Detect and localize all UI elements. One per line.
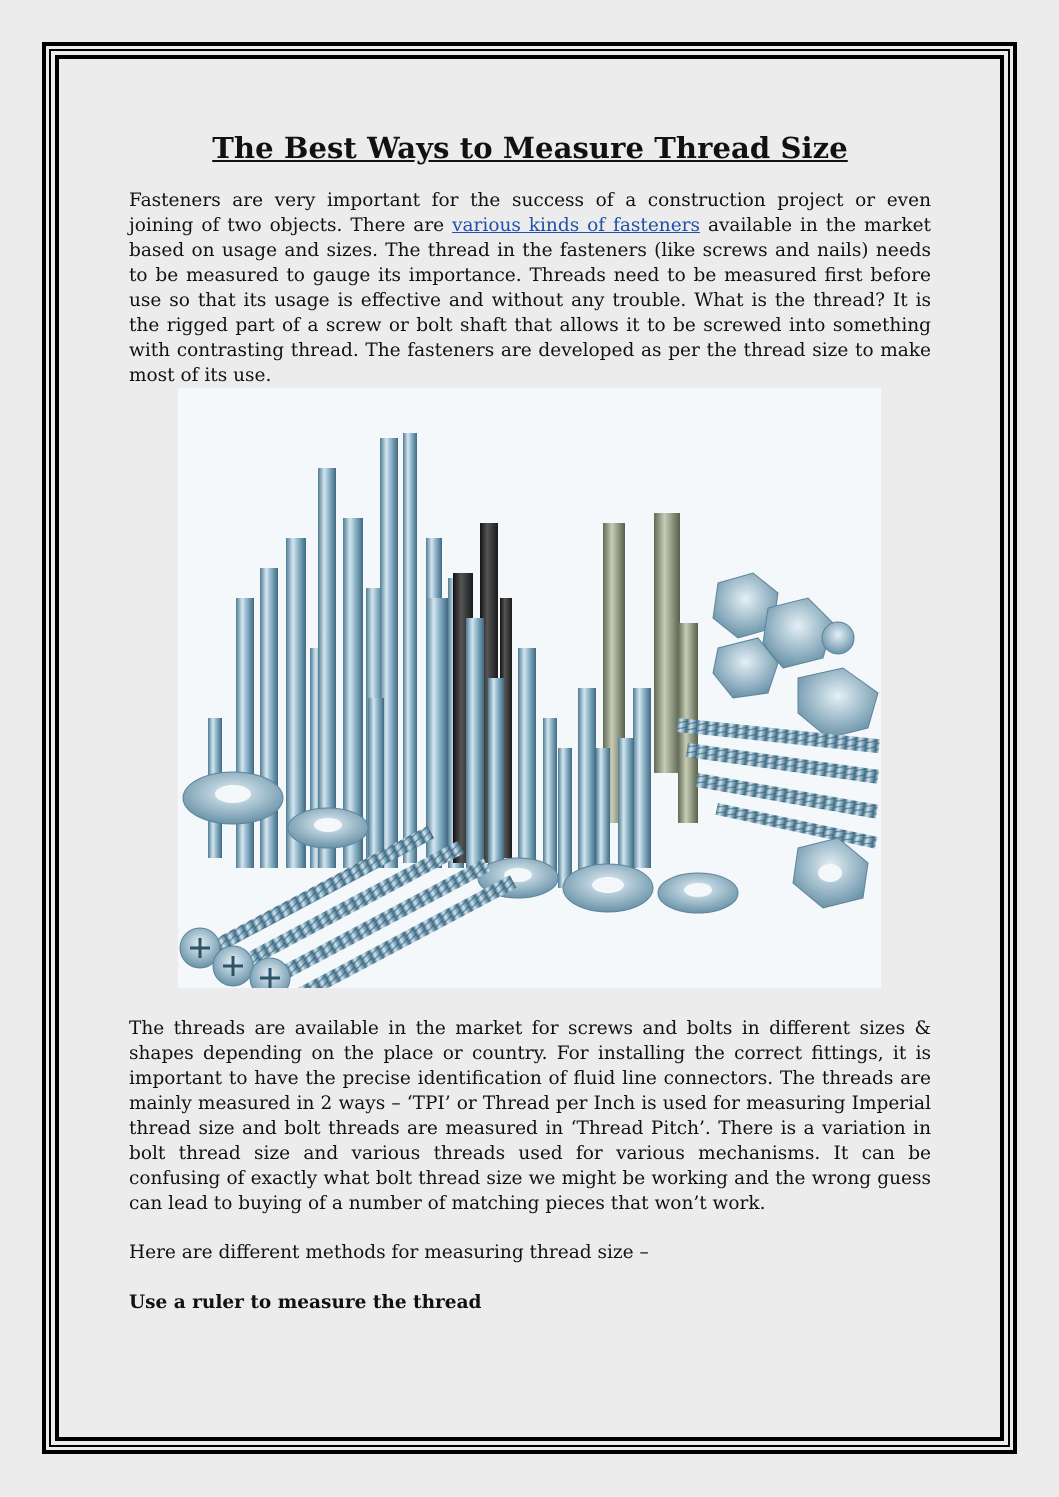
fasteners-photo bbox=[178, 388, 881, 988]
paragraph-methods-intro: Here are different methods for measuring thread size – bbox=[129, 1242, 649, 1263]
document-title: The Best Ways to Measure Thread Size bbox=[212, 131, 848, 165]
fasteners-link[interactable]: various kinds of fasteners bbox=[452, 215, 701, 236]
intro-text-before-link: Fasteners are very important for the success of a construction project or even joining of two objects. There are bbox=[129, 190, 931, 236]
document-body bbox=[129, 128, 931, 388]
subheading-ruler: Use a ruler to measure the thread bbox=[129, 1292, 482, 1313]
intro-text-after-link: available in the market based on usage and sizes. The thread in the fasteners (like screws and nails) needs to be measured to gauge its importance. Threads need to be measured first before use so that its usage is effective and without any trouble. What is the thread? It is the rigged part of a screw or bolt shaft that allows it to be screwed into something with contrasting thread. The fasteners are developed as per the thread size to make most of its use. bbox=[129, 215, 931, 386]
paragraph-thread-types: The threads are available in the market for screws and bolts in different sizes & shapes depending on the place or country. For installing the correct fittings, it is important to have the precise identification of fluid line connectors. The threads are mainly measured in 2 ways – ‘TPI’ or Thread per Inch is used for measuring Imperial thread size and bolt threads are measured in ‘Thread Pitch’. There is a variation in bolt thread size and various threads used for various mechanisms. It can be confusing of exactly what bolt thread size we might be working and the wrong guess can lead to buying of a number of matching pieces that won’t work. bbox=[129, 1018, 931, 1214]
intro-paragraph bbox=[129, 188, 931, 388]
fasteners-illustration bbox=[178, 388, 881, 988]
